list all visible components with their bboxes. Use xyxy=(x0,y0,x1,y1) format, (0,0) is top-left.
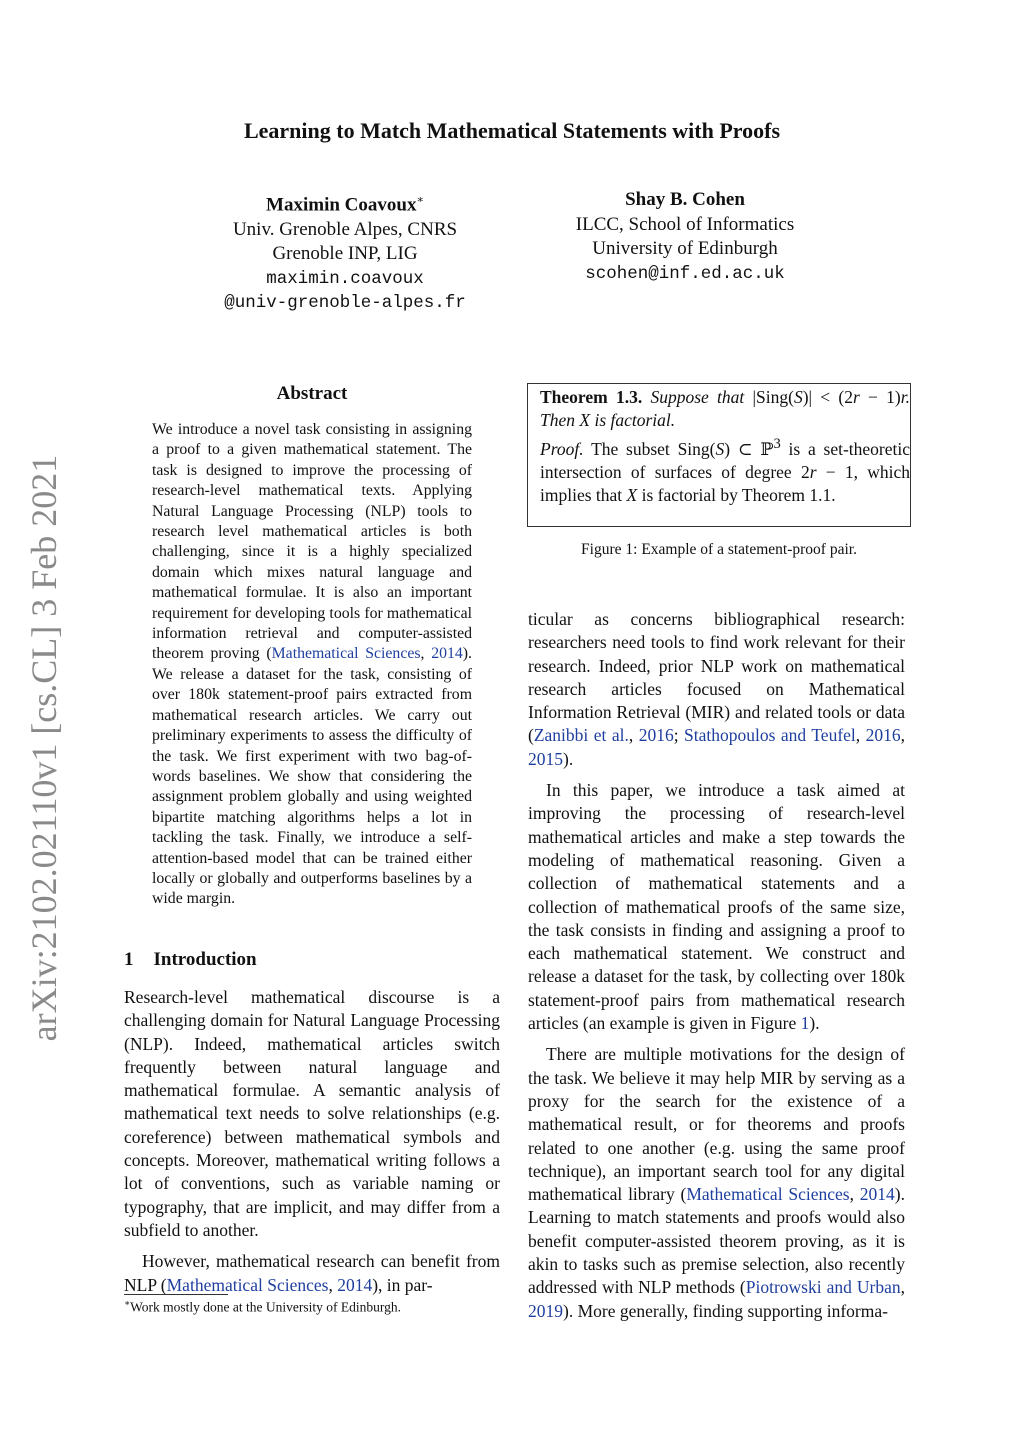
author-affiliation: Univ. Grenoble Alpes, CNRS xyxy=(232,218,458,240)
citation-year-link[interactable]: 2014 xyxy=(337,1274,373,1295)
section-number: 1 xyxy=(124,949,134,970)
paragraph: Research-level mathematical discourse is a challenging domain for Natural Language Processing (NLP). Indeed, mathematical articles switch frequently between natural language and mathematical formulae. A semantic analysis of mathematical text needs to solve relationships (e.g. coreference) between mathematical symbols and concepts. Moreover, mathematical writing follows a lot of conventions, such as variable naming or typography, that are implicit, and may differ from a subfield to another. xyxy=(124,987,500,1240)
theorem-statement: Theorem 1.3. Suppose that |Sing(S)| < (2r − 1)r. Then X is factorial. xyxy=(540,387,911,431)
citation-link[interactable]: Mathematical Sciences xyxy=(686,1184,850,1205)
author-name: Maximin Coavoux xyxy=(266,194,417,216)
citation-link[interactable]: Zanibbi et al. xyxy=(533,725,629,746)
citation-link[interactable]: Stathopoulos and Teufel xyxy=(684,725,856,746)
proof-text: Proof. The subset Sing(S) ⊂ ℙ$^3$ is a set-theoretic intersection of surfaces of degree 2r − 1, which implies that X is factorial by Theorem 1.1. xyxy=(540,435,911,506)
citation-year-link[interactable]: 2015 xyxy=(528,748,563,769)
abstract-heading: Abstract xyxy=(276,383,348,404)
author-email: maximin.coavoux xyxy=(266,268,424,289)
citation-link[interactable]: Mathematical Sciences xyxy=(166,1274,329,1295)
citation-year-link[interactable]: 2019 xyxy=(528,1300,563,1321)
footnote: ∗Work mostly done at the University of Edinburgh. xyxy=(124,1298,402,1315)
citation-year-link[interactable]: 2014 xyxy=(859,1184,895,1205)
paper-title: Learning to Match Mathematical Statements with Proofs xyxy=(243,118,781,143)
arxiv-identifier: arXiv:2102.02110v1 [cs.CL] 3 Feb 2021 xyxy=(24,454,64,1042)
author-affiliation: ILCC, School of Informatics xyxy=(575,213,795,235)
author-affiliation: Grenoble INP, LIG xyxy=(272,243,418,265)
section-heading-introduction xyxy=(124,949,257,971)
paragraph: ticular as concerns bibliographical research: researchers need tools to find work relevant for their research. Indeed, prior NLP work on mathematical research articles focused on Mathematical Information Retrieval (MIR) and related tools or data (Zanibbi et al., 2016; Stathopoulos and Teufel, 2016, 2015). xyxy=(528,609,906,769)
citation-link[interactable]: Piotrowski and Urban xyxy=(745,1277,901,1298)
footnote-rule xyxy=(124,1294,228,1295)
author-affiliation: University of Edinburgh xyxy=(592,238,778,259)
section-title: Introduction xyxy=(153,949,257,970)
citation-year-link[interactable]: 2016 xyxy=(638,725,674,746)
author-block-2 xyxy=(530,188,840,286)
intro-left-column xyxy=(124,986,500,1305)
paragraph: In this paper, we introduce a task aimed at improving the processing of research-level mathematical articles and make a step towards the modeling of mathematical reasoning. Given a collection of mathematical statements and a collection of mathematical proofs of the same size, the task consists in finding and assigning a proof to each mathematical statement. We construct and release a dataset for the task, by collecting over 180k statement-proof pairs from mathematical research articles (an example is given in Figure 1). xyxy=(528,780,905,1034)
figure-reference-link[interactable]: 1 xyxy=(800,1013,810,1034)
citation-year-link[interactable]: 2016 xyxy=(865,725,901,746)
paragraph: There are multiple motivations for the design of the task. We believe it may help MIR by serving as a proxy for the search for the existence of a mathematical result, or for theorems and proofs related to one another (e.g. using the same proof technique), an important search tool for any digital mathematical library (Mathematical Sciences, 2014). Learning to match statements and proofs would also benefit computer-assisted theorem proving, as it is akin to tasks such as premise selection, also recently addressed with NLP methods (Piotrowski and Urban, 2019). More generally, finding supporting informa- xyxy=(528,1044,905,1321)
author-email: scohen@inf.ed.ac.uk xyxy=(585,263,785,284)
author-block-1 xyxy=(190,188,500,316)
footnote-mark: ∗ xyxy=(416,194,424,206)
figure-caption: Figure 1: Example of a statement-proof pair. xyxy=(581,541,857,558)
abstract-text: We introduce a novel task consisting in assigning a proof to a given mathematical statement. The task is designed to improve the processing of research-level mathematical texts. Applying Natural Language Processing (NLP) tools to research level mathematical articles is both challenging, since it is a highly specialized domain which mixes natural language and mathematical formulae. It is also an important requirement for developing tools for mathematical information retrieval and computer-assisted theorem proving (Mathematical Sciences, 2014). We release a dataset for the task, consisting of over 180k statement-proof pairs extracted from mathematical research articles. We carry out preliminary experiments to assess the difficulty of the task. We first experiment with two bag-of-words baselines. We show that considering the assignment problem globally and using weighted bipartite matching algorithms helps a lot in tackling the task. Finally, we introduce a self-attention-based model that can be trained either locally or globally and outperforms baselines by a wide margin. xyxy=(152,421,472,908)
figure-theorem-box xyxy=(527,383,911,527)
author-email: @univ-grenoble-alpes.fr xyxy=(224,293,466,314)
paragraph: However, mathematical research can benefit from NLP (Mathematical Sciences, 2014), in par- xyxy=(124,1251,500,1295)
citation-link[interactable]: Mathematical Sciences xyxy=(271,645,421,663)
author-name: Shay B. Cohen xyxy=(625,189,745,210)
citation-year-link[interactable]: 2014 xyxy=(431,645,463,663)
intro-right-column xyxy=(528,608,905,1331)
